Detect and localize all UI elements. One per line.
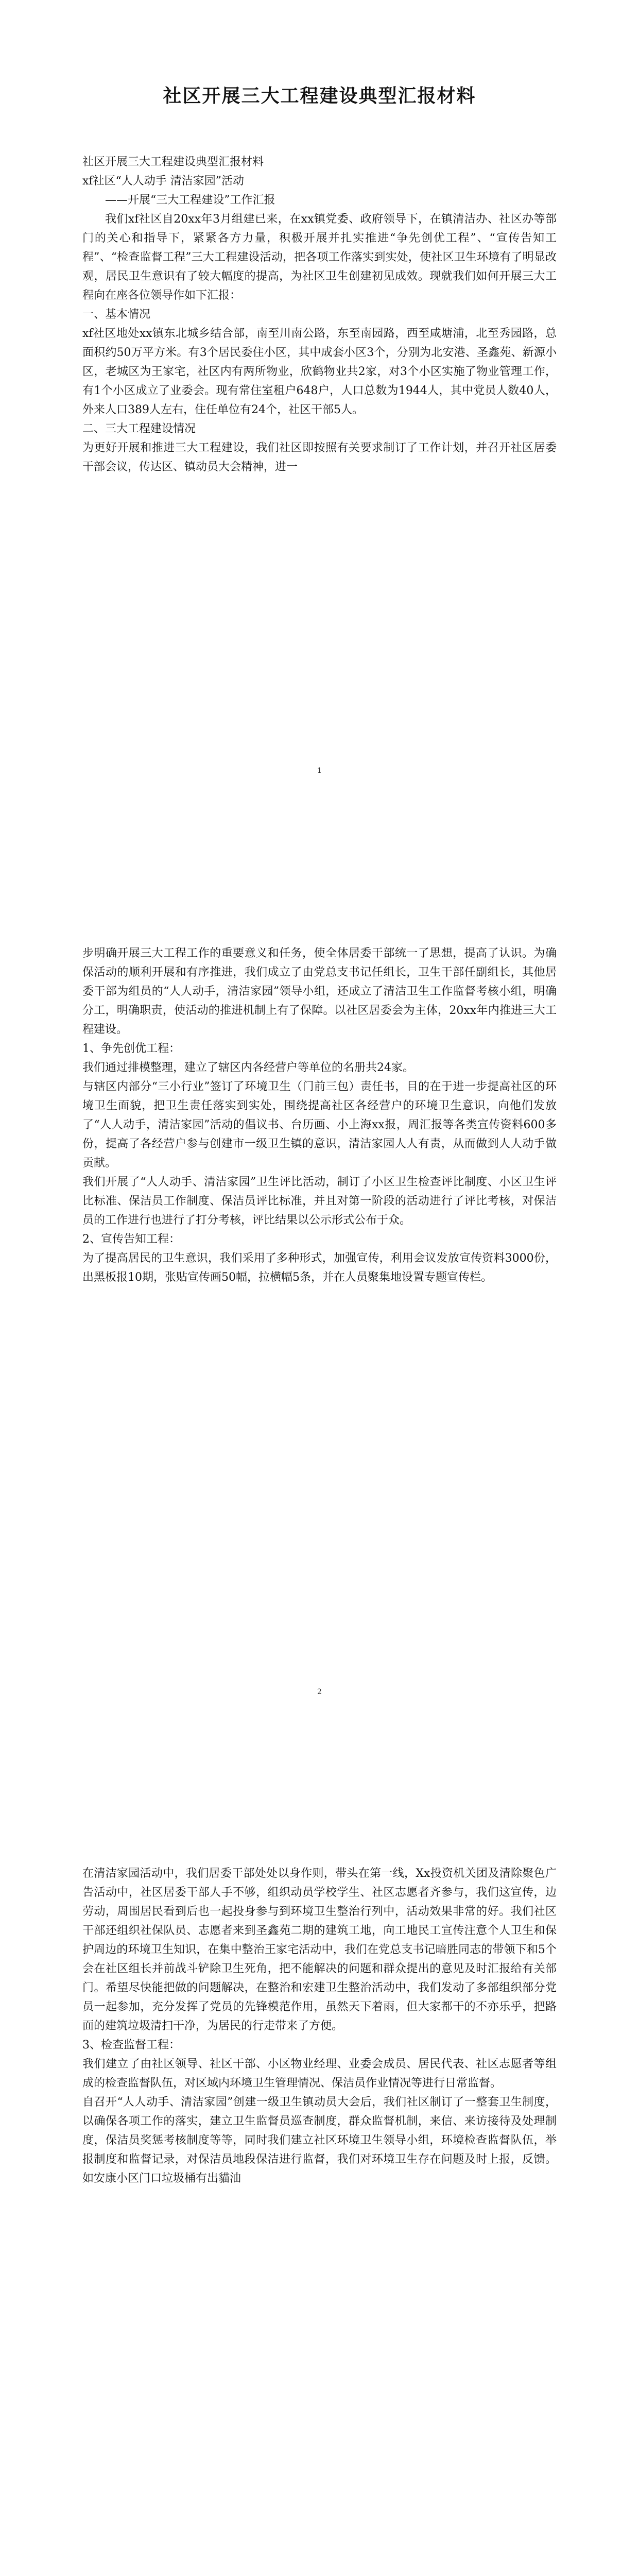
page-3-body	[82, 1864, 557, 2188]
report-subheading: ——开展“三大工程建设”工作汇报	[105, 194, 275, 207]
intro-paragraph: 我们xf社区自20xx年3月组建已来，在xx镇党委、政府领导下，在镇清洁办、社区办等部门的关心和指导下，紧紧各方力量，积极开展并扎实推进“争先创优工程”、“宣传告知工程”、“检查监督工程”三大工程建设活动，把各项工作落实到实处，使社区卫生环境有了明显改观，居民卫生意识有了较大幅度的提高，为社区卫生创建初见成效。现就我们如何开展三大工程向在座各位领导作如下汇报：	[82, 213, 557, 302]
body-paragraph: 步明确开展三大工程工作的重要意义和任务，使全体居委干部统一了思想，提高了认识。为确保活动的顺利开展和有序推进，我们成立了由党总支书记任组长，卫生干部任副组长，其他居委干部为组员的“人人动手，清洁家园”领导小组，还成立了清洁卫生工作监督考核小组，明确分工，明确职责，使活动的推进机制上有了保障。以社区居委会为主体，20xx年内推进三大工程建设。	[82, 947, 557, 1036]
page-number: 2	[317, 1688, 322, 1696]
construction-paragraph: 为更好开展和推进三大工程建设，我们社区即按照有关要求制订了工作计划，并召开社区居委干部会议，传达区、镇动员大会精神，进一	[82, 442, 557, 473]
page-number: 1	[317, 767, 322, 775]
body-paragraph: 自召开“人人动手、清洁家园”创建一级卫生镇动员大会后，我们社区制订了一整套卫生制度，以确保各项工作的落实，建立卫生监督员巡查制度，群众监督机制，来信、来访接待及处理制度，保洁员奖惩考核制度等等，同时我们建立社区环境卫生领导小组，环境检查监督队伍，举报制度和监督记录，对保洁员地段保洁进行监督，我们对环境卫生存在问题及时上报，反馈。如安康小区门口垃圾桶有出貓油	[82, 2096, 557, 2185]
section-heading: 一、基本情况	[82, 308, 151, 321]
section-heading: 2、宣传告知工程：	[82, 1233, 180, 1246]
document-title: 社区开展三大工程建设典型汇报材料	[163, 85, 476, 107]
basic-info-paragraph: xf社区地处xx镇东北城乡结合部，南至川南公路，东至南园路，西至咸塘浦，北至秀园路，总面积约50万平方米。有3个居民委住小区，其中成套小区3个，分别为北安港、圣鑫苑、新源小区，老城区为王家宅，社区内有两所物业，欣鹤物业共2家，对3个小区实施了物业管理工作，有1个小区成立了业委会。现有常住室租户648户，人口总数为1944人，其中党员人数40人，外来人口389人左右，住任单位有24个，社区干部5人。	[82, 327, 557, 416]
page-1-body	[82, 152, 557, 477]
body-paragraph: 我们通过排模整理，建立了辖区内各经营户等单位的名册共24家。	[82, 1061, 414, 1074]
body-paragraph: 为了提高居民的卫生意识，我们采用了多种形式，加强宣传，利用会议发放宣传资料3000份，出黑板报10期，张贴宣传画50幅，拉横幅5条，并在人员聚集地设置专题宣传栏。	[82, 1252, 557, 1284]
page-2-body	[82, 944, 557, 1287]
activity-title: xf社区“人人动手 清洁家园”活动	[82, 175, 245, 188]
subtitle-line: 社区开展三大工程建设典型汇报材料	[82, 156, 264, 168]
section-heading: 二、三大工程建设情况	[82, 422, 196, 435]
body-paragraph: 与辖区内部分“三小行业”签订了环境卫生（门前三包）责任书，目的在于进一步提高社区的环境卫生面貌，把卫生责任落实到实处，围绕提高社区各经营户的环境卫生意识，向他们发放了“人人动手，清洁家园”活动的倡议书、台历画、小上海xx报，周汇报等各类宣传资料600多份，提高了各经营户参与创建市一级卫生镇的意识，清洁家园人人有责，从而做到人人动手做贡献。	[82, 1080, 557, 1170]
body-paragraph: 我们建立了由社区领导、社区干部、小区物业经理、业委会成员、居民代表、社区志愿者等组成的检查监督队伍，对区域内环境卫生管理情况、保洁员作业情况等进行日常监督。	[82, 2058, 557, 2090]
section-heading: 1、争先创优工程：	[82, 1042, 180, 1055]
section-heading: 3、检查监督工程：	[82, 2039, 180, 2052]
body-paragraph: 在清洁家园活动中，我们居委干部处处以身作则，带头在第一线，Xx投资机关团及清除聚色广告活动中，社区居委干部人手不够，组织动员学校学生、社区志愿者齐参与，我们这宣传，边劳动，周围居民看到后也一起投身参与到环境卫生整治行列中，活动效果非常的好。我们社区干部还组织社保队员、志愿者来到圣鑫苑二期的建筑工地，向工地民工宣传注意个人卫生和保护周边的环境卫生知识，在集中整治王家宅活动中，我们在党总支书记暗胜同志的带领下和5个会在社区组长并前战斗铲除卫生死角，把不能解决的问题和群众提出的意见及时汇报给有关部门。希望尽快能把做的问题解决，在整治和宏建卫生整治活动中，我们发动了多部组织部分党员一起参加，充分发挥了党员的先锋模范作用，虽然天下着雨，但大家都干的不亦乐乎，把路面的建筑垃圾清扫干净，为居民的行走带来了方便。	[82, 1867, 557, 2032]
body-paragraph: 我们开展了“人人动手、清洁家园”卫生评比活动，制订了小区卫生检查评比制度、小区卫生评比标准、保洁员工作制度、保洁员评比标准，并且对第一阶段的活动进行了评比考核，对保洁员的工作进行也进行了打分考核，评比结果以公示形式公布于众。	[82, 1176, 557, 1227]
